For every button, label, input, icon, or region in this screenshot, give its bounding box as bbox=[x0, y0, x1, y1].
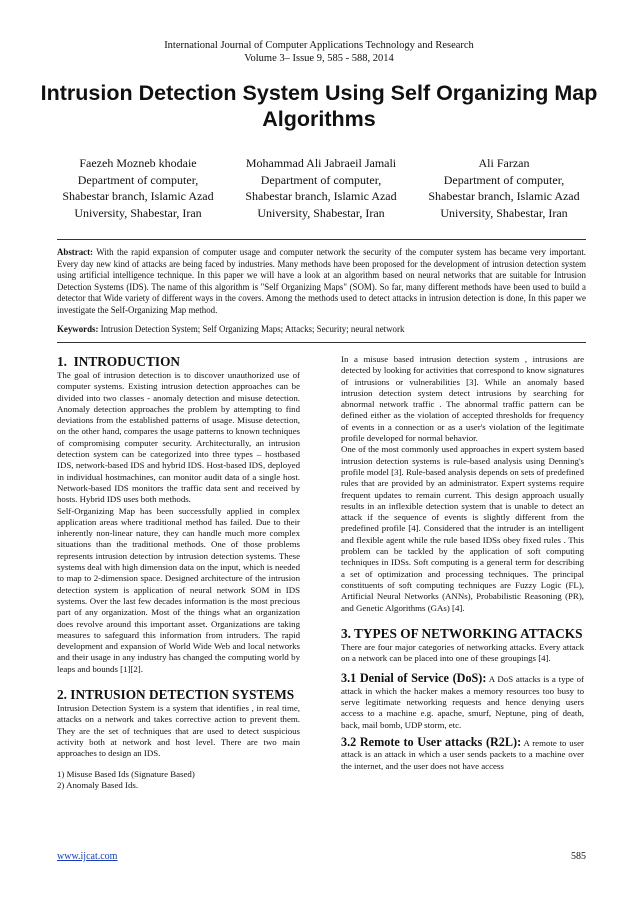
page-number: 585 bbox=[571, 851, 586, 862]
author-3 bbox=[414, 155, 594, 221]
subsection-heading-r2l: 3.2 Remote to User attacks (R2L): bbox=[341, 734, 522, 749]
author-branch: Shabestar branch, Islamic Azad bbox=[62, 189, 214, 203]
author-2 bbox=[231, 155, 411, 221]
divider-bottom bbox=[57, 342, 586, 343]
divider-top bbox=[57, 239, 586, 240]
paragraph: Self-Organizing Map has been successfully applied in complex application areas where traditional method has failed. Due to their inherently non-linear nature, they can handle much more complex situations than the traditional methods. One of those problems represents intrusion detection by intrusion detection systems. These systems deal with high dimension data on the input, which is needed to map to 2-dimension space. Designed architecture of the intrusion detection system is application of neural network SOM in IDS systems. Over the last few decades information is the most precious part of any organization. Most of the things what an organization does revolve around this important asset. Organizations are taking measures to safeguard this information from intruders. The rapid development and expansion of World Wide Web and local networks and their usage in any industry has changed the computing world by leaps and bounds [1][2]. bbox=[57, 505, 300, 674]
subsection-heading-dos: 3.1 Denial of Service (DoS): bbox=[341, 671, 487, 686]
author-block bbox=[48, 155, 594, 221]
paragraph: Intrusion Detection System is a system that identifies , in real time, attacks on a network and takes corrective action to prevent them. They are the set of techniques that are used to detect suspicious activity both at network and host level. There are two main approaches to design an IDS. bbox=[57, 703, 300, 759]
paragraph: There are four major categories of networking attacks. Every attack on a network can be placed into one of these groupings [4]. bbox=[341, 641, 584, 664]
abstract-label: Abstract: bbox=[57, 247, 93, 257]
author-name: Mohammad Ali Jabraeil Jamali bbox=[245, 156, 397, 170]
paper-title: Intrusion Detection System Using Self Organizing Map Algorithms bbox=[40, 81, 598, 131]
journal-website-link[interactable]: www.ijcat.com bbox=[57, 851, 118, 862]
paragraph: In a misuse based intrusion detection system , intrusions are detected by looking for activities that correspond to know signatures of intrusions or vulnerabilities [3]. While an anomaly based intrusion detection system detect intrusions by searching for abnormal network traffic . The abnormal traffic pattern can be defined either as the violation of accepted thresholds for frequency of events in a connection or as a user's violation of the legitimate profile developed for normal behavior. bbox=[341, 354, 584, 444]
right-column bbox=[341, 354, 584, 772]
author-department: Department of computer, bbox=[443, 172, 565, 187]
author-branch: Shabestar branch, Islamic Azad bbox=[245, 189, 397, 203]
paragraph: One of the most commonly used approaches in expert system based intrusion detection systems is rule-based analysis using Denning's profile model [3]. Rule-based analysis depends on sets of predefined rules that are provided by an administrator. Expert systems require frequent updates to remain current. This design approach usually results in an inflexible detection system that is unable to detect an attack if the sequence of events is slightly different from the predefined profile [4]. Considered that the intruder is an intelligent and flexible agent while the rule based IDSs obey fixed rules . This problem can be tackled by the application of soft computing techniques in IDSs. Soft computing is a general term for describing a set of optimization and processing techniques. The principal constituents of soft computing techniques are Fuzzy Logic (FL), Artificial Neural Networks (ANNs), Probabilistic Reasoning (PR), and Genetic Algorithms (GAs) [4]. bbox=[341, 444, 584, 613]
journal-name: International Journal of Computer Applications Technology and Research bbox=[164, 40, 474, 51]
keywords-text: Intrusion Detection System; Self Organizing Maps; Attacks; Security; neural network bbox=[100, 324, 405, 334]
subsection-dos bbox=[341, 673, 584, 730]
subsection-text: A DoS attacks is a type of attack in which the hacker makes a memory resources too busy to serve legitimate networking requests and hence denying users access to a machine e.g. apache, smurf, Neptune, ping of death, back, mail bomb, UDP storm, etc. bbox=[341, 674, 584, 730]
section-heading-introduction: 1. INTRODUCTION bbox=[57, 354, 181, 369]
author-university: University, Shabestar, Iran bbox=[257, 205, 385, 220]
author-name: Faezeh Mozneb khodaie bbox=[79, 156, 197, 170]
left-column bbox=[57, 354, 300, 791]
section-heading-ids: 2. INTRUSION DETECTION SYSTEMS bbox=[57, 687, 295, 703]
list-item: 2) Anomaly Based Ids. bbox=[57, 779, 139, 790]
author-department: Department of computer, bbox=[77, 172, 199, 187]
keywords bbox=[57, 324, 586, 336]
author-university: University, Shabestar, Iran bbox=[74, 205, 202, 220]
author-university: University, Shabestar, Iran bbox=[440, 205, 568, 220]
author-1 bbox=[48, 155, 228, 221]
abstract-text: With the rapid expansion of computer usage and computer network the security of the computer system has became very important. Every day new kind of attacks are being faced by industries. Many methods have been proposed for the development of intrusion detection system using artificial intelligence technique. In this paper we will have a look at an algorithm based on neural networks that are suitable for Intrusion Detection Systems (IDS). The name of this algorithm is "Self Organizing Maps" (SOM). So far, many different methods have been used to build a detector that Wide variety of different ways in the covers. Among the methods used to detect attacks in intrusion detection is done, In this paper we investigate the Self-Organizing Map method. bbox=[57, 247, 586, 315]
section-heading-attacks: 3. TYPES OF NETWORKING ATTACKS bbox=[341, 625, 583, 641]
author-department: Department of computer, bbox=[260, 172, 382, 187]
journal-header bbox=[60, 39, 578, 65]
subsection-r2l bbox=[341, 734, 584, 772]
list-item: 1) Misuse Based Ids (Signature Based) bbox=[57, 768, 195, 779]
paragraph: The goal of intrusion detection is to discover unauthorized use of computer systems. Existing intrusion detection approaches can be divided into two classes - anomaly detection and misuse detection. Anomaly detection approaches the problem by attempting to find deviations from the established patterns of usage. Misuse detection, on the other hand, compares the usage patterns to known techniques of compromising computer security. Architecturally, an intrusion detection system can be categorized into three types – hostbased IDS, network-based IDS and hybrid IDS. Host-based IDS, deployed in individual hostmachines, can monitor audit data of a single host. Network-based IDS monitors the traffic data sent and received by hosts. Hybrid IDS uses both methods. bbox=[57, 370, 300, 505]
keywords-label: Keywords: bbox=[57, 324, 99, 334]
author-name: Ali Farzan bbox=[478, 156, 530, 170]
journal-volume: Volume 3– Issue 9, 585 - 588, 2014 bbox=[244, 53, 394, 64]
abstract bbox=[57, 247, 586, 316]
subsection-text: A remote to user attack is an attack in which a user sends packets to a machine over the internet, and the user does not have access bbox=[341, 737, 584, 771]
author-branch: Shabestar branch, Islamic Azad bbox=[428, 189, 580, 203]
